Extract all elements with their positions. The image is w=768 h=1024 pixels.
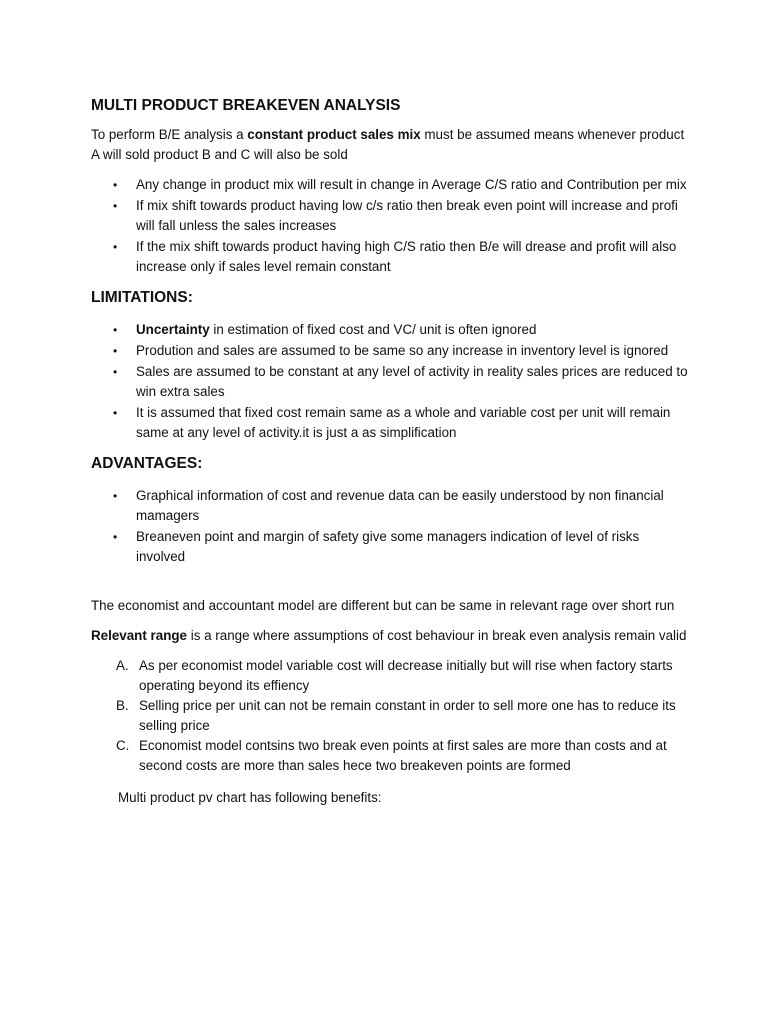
list-marker: A. — [116, 658, 129, 673]
bullet-icon: • — [113, 406, 118, 420]
intro-prefix: To perform B/E analysis a — [91, 127, 248, 142]
bullet-icon: • — [113, 344, 118, 358]
mix-bullet-list — [91, 175, 691, 277]
bullet-icon: • — [113, 323, 118, 337]
list-item — [91, 486, 691, 526]
lettered-list — [91, 656, 691, 776]
bullet-icon: • — [113, 530, 118, 544]
list-item-text: in estimation of fixed cost and VC/ unit is often ignored — [209, 322, 537, 337]
list-item — [91, 696, 691, 736]
list-item-text: Any change in product mix will result in change in Average C/S ratio and Contribution per mix — [136, 177, 687, 192]
advantages-heading: ADVANTAGES: — [91, 455, 203, 472]
list-item — [91, 736, 691, 776]
bullet-icon: • — [113, 489, 118, 503]
list-item — [91, 527, 691, 567]
document-content — [91, 96, 691, 808]
intro-paragraph — [91, 125, 691, 165]
list-item-text: Selling price per unit can not be remain constant in order to sell more one has to reduce its selling price — [139, 698, 676, 733]
list-marker: B. — [116, 698, 129, 713]
relevant-range-bold: Relevant range — [91, 628, 188, 643]
list-item — [91, 175, 691, 195]
list-item-text: Economist model contsins two break even points at first sales are more than costs and at second costs are more than sales hece two breakeven points are formed — [139, 738, 667, 773]
list-item-text: If the mix shift towards product having high C/S ratio then B/e will drease and profit will also increase only if sales level remain constant — [136, 239, 677, 274]
spacer — [91, 568, 691, 596]
bullet-icon: • — [113, 240, 118, 254]
list-item-text: Graphical information of cost and revenue data can be easily understood by non financial mamagers — [136, 488, 664, 523]
limitations-heading: LIMITATIONS: — [91, 289, 193, 306]
relevant-range-paragraph — [91, 626, 691, 646]
page-title: MULTI PRODUCT BREAKEVEN ANALYSIS — [91, 97, 401, 114]
list-item — [91, 656, 691, 696]
bullet-icon: • — [113, 178, 118, 192]
closing-line: Multi product pv chart has following benefits: — [118, 790, 382, 805]
relevant-range-text: is a range where assumptions of cost behaviour in break even analysis remain valid — [187, 628, 687, 643]
list-item — [91, 403, 691, 443]
bullet-icon: • — [113, 199, 118, 213]
list-item — [91, 196, 691, 236]
list-marker: C. — [116, 738, 130, 753]
intro-bold: constant product sales mix — [247, 127, 421, 142]
list-item — [91, 341, 691, 361]
list-item-text: Breaneven point and margin of safety give some managers indication of level of risks involved — [136, 529, 640, 564]
list-item — [91, 362, 691, 402]
intro-suffix: must be assumed means whenever product A will sold product B and C will also be sold — [91, 127, 685, 162]
economist-paragraph: The economist and accountant model are different but can be same in relevant rage over short run — [91, 598, 675, 613]
advantages-list — [91, 486, 691, 567]
list-item-text: Prodution and sales are assumed to be same so any increase in inventory level is ignored — [136, 343, 669, 358]
list-item — [91, 237, 691, 277]
uncertainty-bold: Uncertainty — [136, 322, 210, 337]
list-item-text: It is assumed that fixed cost remain same as a whole and variable cost per unit will remain same at any level of activity.it is just a as simplification — [136, 405, 671, 440]
limitations-list — [91, 320, 691, 443]
bullet-icon: • — [113, 365, 118, 379]
list-item — [91, 320, 691, 340]
list-item-text: Sales are assumed to be constant at any level of activity in reality sales prices are reduced to win extra sales — [136, 364, 688, 399]
list-item-text: If mix shift towards product having low c/s ratio then break even point will increase and profi will fall unless the sales increases — [136, 198, 678, 233]
list-item-text: As per economist model variable cost will decrease initially but will rise when factory starts operating beyond its effiency — [139, 658, 673, 693]
